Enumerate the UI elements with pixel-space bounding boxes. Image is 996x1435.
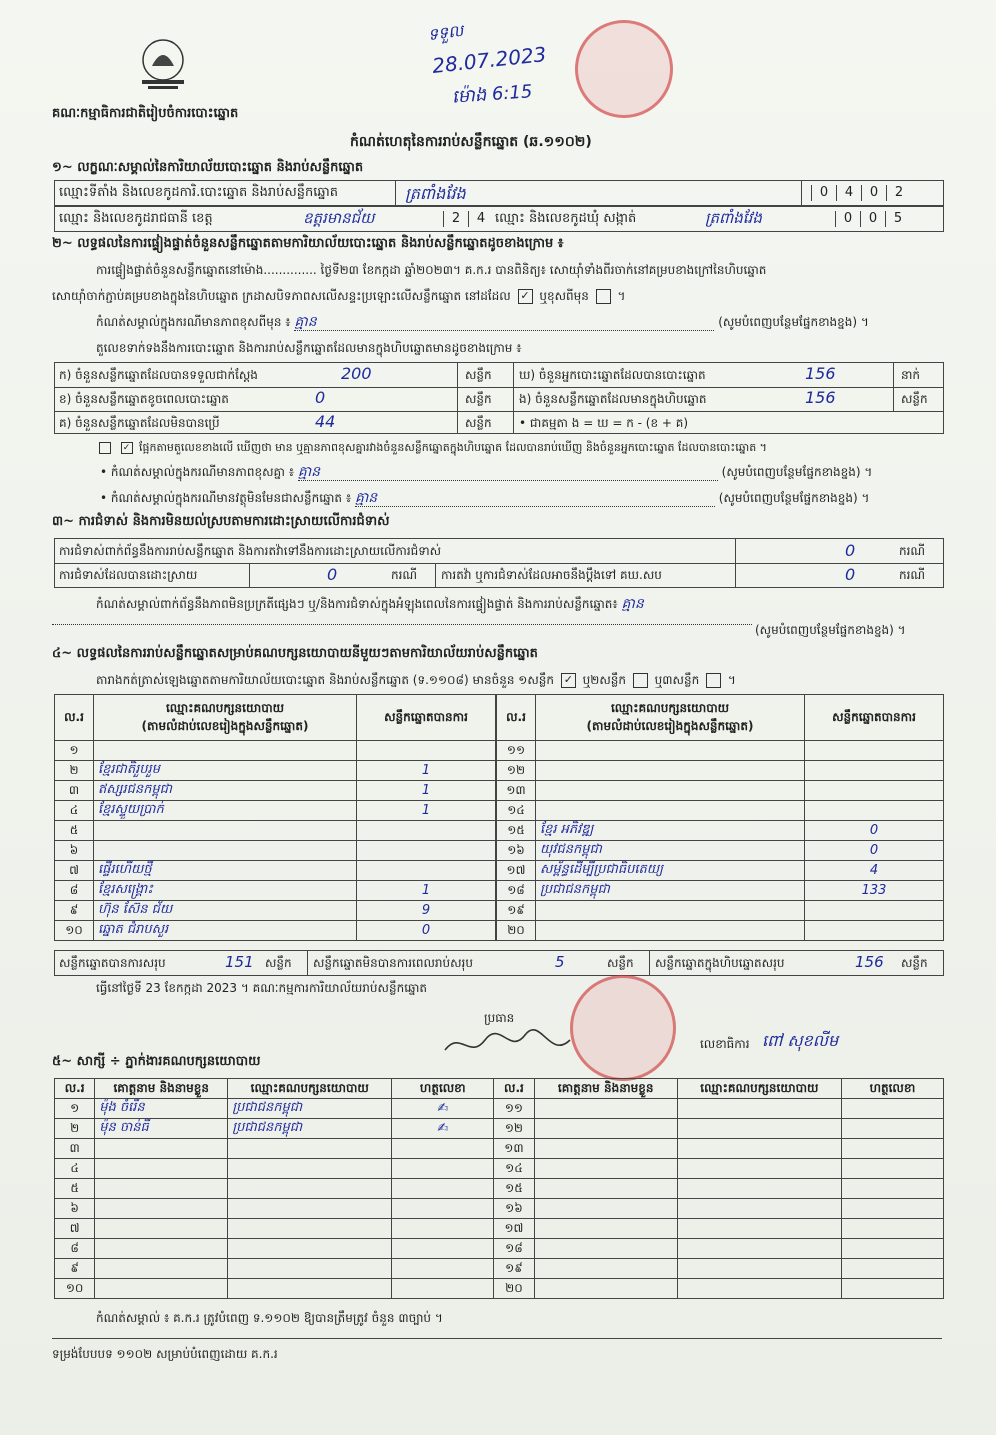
diff-exists-checkbox[interactable] xyxy=(99,442,111,454)
s4-chair-label: ប្រធាន xyxy=(484,1011,515,1025)
agent-name-right xyxy=(534,1099,677,1119)
s1-prov-code-1: 2 xyxy=(443,211,468,227)
table-row xyxy=(55,1239,944,1259)
table-row xyxy=(55,841,496,861)
table-row xyxy=(55,921,496,941)
section2-title: ២~ លទ្ធផលនៃការផ្ទៀងផ្ទាត់ចំនួនសន្លឹកឆ្នោតតាមការិយាល័យបោះឆ្នោត និងរាប់សន្លឹកឆ្នោតដូចខាងក្រោម ៖ xyxy=(52,236,564,251)
one-sheet-checkbox[interactable]: ✓ xyxy=(561,673,576,688)
s2-row-c-unit: សន្លឹក xyxy=(465,416,492,430)
s4-total-invalid-unit: សន្លឹក xyxy=(607,956,634,970)
agent-party-right xyxy=(677,1259,841,1279)
agent-party xyxy=(228,1179,392,1199)
s3-r2-label-b: ការតវ៉ា ឬការជំទាស់ដែលអាចនឹងប្តឹងទៅ គឃ.សប xyxy=(441,568,662,582)
official-stamp-bottom xyxy=(570,975,676,1081)
row-number: ១២ xyxy=(497,761,536,781)
party-name xyxy=(536,741,805,761)
agent-name-right xyxy=(534,1159,677,1179)
s2-figures-table xyxy=(54,362,944,434)
agent-signature xyxy=(392,1239,494,1259)
s2-note3-value: គ្មាន xyxy=(355,490,715,507)
s2-note2 xyxy=(100,464,872,481)
s1-code-3: 0 xyxy=(861,185,886,201)
row-number: ១០ xyxy=(55,1279,95,1299)
s5-col-sig: ហត្ថលេខា xyxy=(392,1079,494,1099)
row-number: ៩ xyxy=(55,901,94,921)
agent-party-right xyxy=(677,1179,841,1199)
table-row xyxy=(497,781,944,801)
s2-note3-label: • កំណត់សម្គាល់ក្នុងករណីមានវត្ថុមិនមែនជាសន្លឹកឆ្នោត ៖ xyxy=(100,491,352,505)
table-row xyxy=(497,881,944,901)
table-row xyxy=(55,801,496,821)
row-number: ១៣ xyxy=(497,781,536,801)
s2-row-a-value: 200 xyxy=(341,364,372,383)
agent-signature-right xyxy=(841,1259,943,1279)
s2-note2-suffix: (សូមបំពេញបន្ថែមផ្នែកខាងខ្នង) ។ xyxy=(721,465,873,479)
s5-col-no-r: ល.រ xyxy=(494,1079,534,1099)
s4-total-box-label: សន្លឹកឆ្នោតក្នុងហិបឆ្នោតសរុប xyxy=(655,956,785,970)
valid-votes xyxy=(805,921,944,941)
s2-row-e-label: ង) ចំនួនសន្លឹកឆ្នោតដែលមានក្នុងហិបឆ្នោត xyxy=(519,392,707,406)
party-name xyxy=(94,821,357,841)
s3-r2-value-b: 0 xyxy=(845,565,856,584)
valid-votes: 0 xyxy=(805,841,944,861)
s2-row-d-label: ឃ) ចំនួនអ្នកបោះឆ្នោតដែលបានបោះឆ្នោត xyxy=(519,368,706,382)
agent-signature xyxy=(392,1199,494,1219)
table-row xyxy=(497,761,944,781)
s3-note-label: កំណត់សម្គាល់ពាក់ព័ន្ធនឹងភាពមិនប្រក្រតីផ្សេងៗ ឬ/និងការជំទាស់ក្នុងអំឡុងពេលនៃការផ្ទៀងផ្ទាត់ និងការរាប់សន្លឹកឆ្នោត៖ xyxy=(96,597,618,611)
agent-name-right xyxy=(534,1239,677,1259)
s3-note-suffix: (សូមបំពេញបន្ថែមផ្នែកខាងខ្នង) ។ xyxy=(755,623,906,637)
agent-name-right xyxy=(534,1279,677,1299)
s4-total-invalid: 5 xyxy=(555,953,565,971)
party-name: ខ្មែរស្ទួយប្រាក់ xyxy=(94,801,357,821)
agent-signature-right xyxy=(841,1179,943,1199)
s2-note1-suffix: (សូមបំពេញបន្ថែមផ្នែកខាងខ្នង) ។ xyxy=(718,315,869,329)
table-row xyxy=(55,1099,944,1119)
s5-col-name: គោត្តនាម និងនាមខ្លួន xyxy=(95,1079,228,1099)
table-row xyxy=(497,841,944,861)
agent-name xyxy=(95,1219,228,1239)
table-row xyxy=(497,821,944,841)
table-row xyxy=(497,921,944,941)
s4-total-valid-unit: សន្លឹក xyxy=(265,956,292,970)
s4-secretary-label: លេខាធិការ xyxy=(700,1037,750,1051)
party-name xyxy=(536,921,805,941)
changed-checkbox[interactable] xyxy=(596,289,611,304)
form-title: កំណត់ហេតុនៃការរាប់សន្លឹកឆ្នោត (ឆ.១១០២) xyxy=(350,134,592,150)
row-number-right: ១២ xyxy=(494,1119,534,1139)
s5-col-party: ឈ្មោះគណបក្សនយោបាយ xyxy=(228,1079,392,1099)
row-number-right: ១៦ xyxy=(494,1199,534,1219)
s2-para2: សោយ៉ាំចាក់ភ្ជាប់គម្របខាងក្នុងនៃហិបឆ្នោត ក្រដាសបិទភាពសលើសន្ទះប្រឡោះលើសន្លឹកឆ្នោត នៅដដែល ✓ ឬខុសពីមុន ។ xyxy=(52,289,626,303)
s5-footnote: កំណត់សម្គាល់ ៖ គ.ក.រ ត្រូវបំពេញ ទ.១១០២ ឱ្យបានត្រឹមត្រូវ ចំនួន ៣ច្បាប់ ។ xyxy=(96,1311,443,1325)
agent-name xyxy=(95,1139,228,1159)
s3-r2-unit-b: ករណី xyxy=(899,568,926,582)
s1-code-4: 2 xyxy=(886,185,911,201)
row-number-right: ១៩ xyxy=(494,1259,534,1279)
valid-votes xyxy=(805,741,944,761)
agent-name-right xyxy=(534,1219,677,1239)
agent-name xyxy=(95,1259,228,1279)
agent-signature: ✍ xyxy=(392,1099,494,1119)
table-row xyxy=(55,861,496,881)
s2-row-b-label: ខ) ចំនួនសន្លឹកឆ្នោតខូចពេលបោះឆ្នោត xyxy=(59,392,229,406)
agent-signature-right xyxy=(841,1139,943,1159)
row-number: ១០ xyxy=(55,921,94,941)
agent-party-right xyxy=(677,1219,841,1239)
row-number: ១៧ xyxy=(497,861,536,881)
form-footer: ទម្រង់បែបបទ ១១០២ សម្រាប់បំពេញដោយ គ.ក.រ xyxy=(52,1347,278,1361)
valid-votes xyxy=(357,861,496,881)
row-number-right: ១៤ xyxy=(494,1159,534,1179)
party-name xyxy=(536,781,805,801)
table-row xyxy=(497,741,944,761)
section5-title: ៥~ សាក្សី ÷ ភ្នាក់ងារគណបក្សនយោបាយ xyxy=(52,1054,261,1069)
s4-col-party-r xyxy=(536,695,805,741)
s4-totals xyxy=(54,950,944,976)
s4-col-votes-r: សន្លឹកឆ្នោតបានការ xyxy=(805,695,944,741)
s4-total-valid-label: សន្លឹកឆ្នោតបានការសរុប xyxy=(59,956,166,970)
agent-party-right xyxy=(677,1279,841,1299)
agent-party xyxy=(228,1159,392,1179)
s2-row-c-value: 44 xyxy=(315,412,336,431)
agent-name xyxy=(95,1199,228,1219)
s1-code-1: 0 xyxy=(811,185,836,201)
row-number: ៥ xyxy=(55,1179,95,1199)
s4-col-votes: សន្លឹកឆ្នោតបានការ xyxy=(357,695,496,741)
section1-row2 xyxy=(54,206,944,232)
valid-votes xyxy=(357,741,496,761)
s1-commune-code-2: 0 xyxy=(860,211,885,227)
agent-name xyxy=(95,1279,228,1299)
s2-note2-label: • កំណត់សម្គាល់ក្នុងករណីមានភាពខុសគ្នា ៖ xyxy=(100,465,295,479)
table-row xyxy=(497,861,944,881)
s2-note3-suffix: (សូមបំពេញបន្ថែមផ្នែកខាងខ្នង) ។ xyxy=(718,491,870,505)
s4-intro: តារាងកត់ត្រាស់ឡេងឆ្នោតតាមការិយាល័យបោះឆ្នោត និងរាប់សន្លឹកឆ្នោត (ទ.១១០៨) មានចំនួន ១សន្លឹក ✓ ឬ២សន្លឹក ឬ៣សន្លឹក ។ xyxy=(96,673,736,687)
table-row xyxy=(55,1199,944,1219)
s2-changed-label: ឬខុសពីមុន xyxy=(539,289,589,303)
s1-row1-value: ត្រពាំងវែង xyxy=(405,184,466,203)
table-row xyxy=(497,901,944,921)
table-row xyxy=(55,781,496,801)
s3-r2-label: ការជំទាស់ដែលបានដោះស្រាយ xyxy=(59,568,198,582)
row-number-right: ១៧ xyxy=(494,1219,534,1239)
agent-party xyxy=(228,1139,392,1159)
s2-note3 xyxy=(100,490,869,507)
valid-votes: 0 xyxy=(357,921,496,941)
s4-date-line: ធ្វើនៅថ្ងៃទី 23 ខែកក្កដា 2023 ។ គណៈកម្មការការិយាល័យរាប់សន្លឹកឆ្នោត xyxy=(96,981,428,995)
s3-r2-value: 0 xyxy=(327,565,338,584)
unchanged-checkbox[interactable]: ✓ xyxy=(518,289,533,304)
s1-row2-label: ឈ្មោះ និងលេខកូដរាជធានី ខេត្ត xyxy=(59,211,213,226)
agent-name-right xyxy=(534,1179,677,1199)
agent-name-right xyxy=(534,1259,677,1279)
s4-col-party-sub-r: (តាមលំដាប់លេខរៀងក្នុងសន្លឹកឆ្នោត) xyxy=(586,718,754,733)
row-number: ៩ xyxy=(55,1259,95,1279)
party-name: យុវជនកម្ពុជា xyxy=(536,841,805,861)
agent-signature-right xyxy=(841,1099,943,1119)
no-diff-checkbox[interactable]: ✓ xyxy=(121,442,133,454)
agent-signature-right xyxy=(841,1199,943,1219)
agent-signature xyxy=(392,1259,494,1279)
two-sheet-checkbox[interactable] xyxy=(633,673,648,688)
table-row xyxy=(55,821,496,841)
table-row xyxy=(55,761,496,781)
valid-votes: 1 xyxy=(357,881,496,901)
receipt-time: ម៉ោង 6:15 xyxy=(451,81,533,108)
party-name: ហ៊ុន ស៊ែន ជ័យ xyxy=(94,901,357,921)
agent-party-right xyxy=(677,1239,841,1259)
agent-party: ប្រជាជនកម្ពុជា xyxy=(228,1119,392,1139)
section1-title: ១~ លក្ខណៈសម្គាល់នៃការិយាល័យបោះឆ្នោត និងរាប់សន្លឹកឆ្នោត xyxy=(52,160,364,175)
table-row xyxy=(55,901,496,921)
row-number: ១៥ xyxy=(497,821,536,841)
agent-name xyxy=(95,1239,228,1259)
agent-signature: ✍ xyxy=(392,1119,494,1139)
row-number-right: ១៣ xyxy=(494,1139,534,1159)
row-number: ២០ xyxy=(497,921,536,941)
s4-total-invalid-label: សន្លឹកឆ្នោតមិនបានការពេលរាប់សរុប xyxy=(313,956,473,970)
row-number: ៨ xyxy=(55,1239,95,1259)
s2-row-b-unit: សន្លឹក xyxy=(465,392,492,406)
table-row xyxy=(497,801,944,821)
party-name: ឥស្សរជនកម្ពុជា xyxy=(94,781,357,801)
s5-agents-table xyxy=(54,1078,944,1299)
valid-votes: 0 xyxy=(805,821,944,841)
valid-votes xyxy=(805,781,944,801)
valid-votes xyxy=(357,821,496,841)
s2-compare-text: ផ្អែកតាមតួលេខខាងលើ ឃើញថា មាន ឬគ្មានភាពខុសគ្នារវាងចំនួនសន្លឹកឆ្នោតក្នុងហិបឆ្នោត ដែលបានរាប់ឃើញ និងចំនួនអ្នកបោះឆ្នោត ដែលបានបោះឆ្នោត ។ xyxy=(139,441,767,454)
authority-name: គណៈកម្មាធិការជាតិរៀបចំការបោះឆ្នោត xyxy=(52,106,239,121)
table-row xyxy=(55,1119,944,1139)
s2-note1 xyxy=(96,314,941,331)
s3-r1-value: 0 xyxy=(845,541,856,560)
agent-signature-right xyxy=(841,1119,943,1139)
row-number: ៤ xyxy=(55,1159,95,1179)
s4-results-table-right xyxy=(496,694,944,941)
party-name xyxy=(94,741,357,761)
agent-signature-right xyxy=(841,1239,943,1259)
row-number: ៦ xyxy=(55,841,94,861)
agent-party xyxy=(228,1279,392,1299)
s4-secretary-name: ពៅ សុខលីម xyxy=(762,1031,839,1050)
party-name: ផ្ទើរហើយថ្មី xyxy=(94,861,357,881)
s3-r1-unit: ករណី xyxy=(899,544,926,558)
s2-intro2: តួលេខទាក់ទងនឹងការបោះឆ្នោត និងការរាប់សន្លឹកឆ្នោតដែលមានក្នុងហិបឆ្នោតមានដូចខាងក្រោម ៖ xyxy=(96,341,522,355)
nec-emblem xyxy=(132,36,194,94)
party-name: សម្ព័ន្ធដើម្បីប្រជាធិបតេយ្យ xyxy=(536,861,805,881)
row-number: ១១ xyxy=(497,741,536,761)
valid-votes xyxy=(805,801,944,821)
row-number: ៧ xyxy=(55,1219,95,1239)
s4-total-box-unit: សន្លឹក xyxy=(901,956,928,970)
s1-code-2: 4 xyxy=(836,185,861,201)
agent-signature-right xyxy=(841,1279,943,1299)
s2-row-d-unit: នាក់ xyxy=(901,368,921,382)
agent-party-right xyxy=(677,1199,841,1219)
row-number: ១៨ xyxy=(497,881,536,901)
row-number: ៦ xyxy=(55,1199,95,1219)
party-name: ខ្មែរជាតិរួបរួម xyxy=(94,761,357,781)
agent-name-right xyxy=(534,1139,677,1159)
s4-results-table-left xyxy=(54,694,496,941)
s2-note1-label: កំណត់សម្គាល់ក្នុងករណីមានភាពខុសពីមុន ៖ xyxy=(96,315,291,329)
row-number: ៣ xyxy=(55,781,94,801)
agent-party-right xyxy=(677,1159,841,1179)
agent-party xyxy=(228,1199,392,1219)
agent-signature xyxy=(392,1279,494,1299)
party-name xyxy=(536,901,805,921)
s1-row1-label: ឈ្មោះទីតាំង និងលេខកូដការិ.បោះឆ្នោត និងរាប់សន្លឹកឆ្នោត xyxy=(59,185,338,200)
s4-opt2: ឬ២សន្លឹក xyxy=(582,673,627,687)
agent-signature xyxy=(392,1219,494,1239)
s4-col-party-label-r: ឈ្មោះគណបក្សនយោបាយ xyxy=(610,700,730,715)
row-number: ៧ xyxy=(55,861,94,881)
s5-col-name-r: គោត្តនាម និងនាមខ្លួន xyxy=(534,1079,677,1099)
row-number: ១៩ xyxy=(497,901,536,921)
row-number-right: ២០ xyxy=(494,1279,534,1299)
s3-r1-label: ការជំទាស់ពាក់ព័ន្ធនឹងការរាប់សន្លឹកឆ្នោត និងការតវ៉ាទៅនឹងការដោះស្រាយលើការជំទាស់ xyxy=(59,544,442,558)
s4-col-party-label: ឈ្មោះគណបក្សនយោបាយ xyxy=(165,700,285,715)
s1-commune-code-1: 0 xyxy=(835,211,860,227)
row-number-right: ១១ xyxy=(494,1099,534,1119)
s4-total-valid: 151 xyxy=(225,953,254,971)
official-stamp-top xyxy=(575,20,673,118)
table-row xyxy=(55,1159,944,1179)
table-row xyxy=(55,1259,944,1279)
row-number: ៤ xyxy=(55,801,94,821)
chair-signature xyxy=(440,1020,580,1070)
valid-votes: 1 xyxy=(357,761,496,781)
agent-signature xyxy=(392,1139,494,1159)
table-row xyxy=(55,1279,944,1299)
valid-votes: 4 xyxy=(805,861,944,881)
agent-party xyxy=(228,1259,392,1279)
row-number: ១ xyxy=(55,1099,95,1119)
party-name xyxy=(536,801,805,821)
s2-note2-value: គ្មាន xyxy=(298,464,718,481)
party-name xyxy=(536,761,805,781)
s1-row2-label-b: ឈ្មោះ និងលេខកូដឃុំ សង្កាត់ xyxy=(495,211,637,226)
valid-votes xyxy=(357,841,496,861)
table-row xyxy=(55,1219,944,1239)
agent-signature-right xyxy=(841,1219,943,1239)
agent-name-right xyxy=(534,1119,677,1139)
table-row xyxy=(55,1139,944,1159)
s4-total-box: 156 xyxy=(855,953,884,971)
row-number: ២ xyxy=(55,1119,95,1139)
party-name xyxy=(94,841,357,861)
valid-votes xyxy=(805,901,944,921)
s2-compare xyxy=(96,440,767,456)
agent-name-right xyxy=(534,1199,677,1219)
agent-signature xyxy=(392,1179,494,1199)
s5-col-party-r: ឈ្មោះគណបក្សនយោបាយ xyxy=(677,1079,841,1099)
valid-votes: 1 xyxy=(357,801,496,821)
row-number: ៣ xyxy=(55,1139,95,1159)
section1-row1 xyxy=(54,180,944,206)
s2-row-d-value: 156 xyxy=(805,364,836,383)
agent-name: ម៉ុង ចំរើន xyxy=(95,1099,228,1119)
s4-col-no: ល.រ xyxy=(55,695,94,741)
party-name: ខ្មែរសង្គ្រោះ xyxy=(94,881,357,901)
row-number: ២ xyxy=(55,761,94,781)
s2-row-a-label: ក) ចំនួនសន្លឹកឆ្នោតដែលបានទទួលជាក់ស្តែង xyxy=(59,368,258,382)
agent-party xyxy=(228,1219,392,1239)
agent-signature-right xyxy=(841,1159,943,1179)
receipt-date: 28.07.2023 xyxy=(431,42,548,78)
s2-row-e-value: 156 xyxy=(805,388,836,407)
section4-title: ៤~ លទ្ធផលនៃការរាប់សន្លឹកឆ្នោតសម្រាប់គណបក្សនយោបាយនីមួយៗតាមការិយាល័យរាប់សន្លឹកឆ្នោត xyxy=(52,646,538,661)
s5-col-sig-r: ហត្ថលេខា xyxy=(841,1079,943,1099)
row-number: ១៤ xyxy=(497,801,536,821)
s4-intro-text: តារាងកត់ត្រាស់ឡេងឆ្នោតតាមការិយាល័យបោះឆ្នោត និងរាប់សន្លឹកឆ្នោត (ទ.១១០៨) មានចំនួន ១សន្លឹក xyxy=(96,673,554,687)
s3-r2-unit: ករណី xyxy=(391,568,418,582)
row-number: ៨ xyxy=(55,881,94,901)
agent-name xyxy=(95,1179,228,1199)
s4-col-no-r: ល.រ xyxy=(497,695,536,741)
table-row xyxy=(55,1179,944,1199)
party-name: ប្រជាជនកម្ពុជា xyxy=(536,881,805,901)
table-row xyxy=(55,741,496,761)
valid-votes: 133 xyxy=(805,881,944,901)
agent-name xyxy=(95,1159,228,1179)
agent-party-right xyxy=(677,1099,841,1119)
section3-title: ៣~ ការជំទាស់ និងការមិនយល់ស្របតាមការដោះស្រាយលើការជំទាស់ xyxy=(52,514,390,529)
s2-para1: ការផ្ទៀងផ្ទាត់ចំនួនសន្លឹកឆ្នោតនៅម៉ោង.............. ថ្ងៃទី២៣ ខែកក្កដា ឆ្នាំ២០២៣។ គ.ក.រ បានពិនិត្យ៖ សោយ៉ាំទាំងពីរចាក់នៅគម្របខាងក្រៅនៃហិបឆ្នោត xyxy=(96,263,767,277)
s4-col-party-sub: (តាមលំដាប់លេខរៀងក្នុងសន្លឹកឆ្នោត) xyxy=(141,718,309,733)
s2-row-a-unit: សន្លឹក xyxy=(465,368,492,382)
agent-party xyxy=(228,1239,392,1259)
agent-signature xyxy=(392,1159,494,1179)
valid-votes: 9 xyxy=(357,901,496,921)
s1-prov-code-2: 4 xyxy=(468,211,493,227)
agent-party-right xyxy=(677,1139,841,1159)
s3-note xyxy=(96,596,644,612)
s2-note1-value: គ្មាន xyxy=(294,314,714,331)
s2-para2-text: សោយ៉ាំចាក់ភ្ជាប់គម្របខាងក្នុងនៃហិបឆ្នោត ក្រដាសបិទភាពសលើសន្ទះប្រឡោះលើសន្លឹកឆ្នោត នៅដដែល xyxy=(52,289,511,303)
party-name: ខ្មែរ អភិវឌ្ឍ xyxy=(536,821,805,841)
s3-note-value: គ្មាន xyxy=(621,596,644,612)
s2-row-e-unit: សន្លឹក xyxy=(901,392,928,406)
three-sheet-checkbox[interactable] xyxy=(706,673,721,688)
s1-commune-code-3: 5 xyxy=(885,211,910,227)
agent-name: ម៉ុន ចាន់ធី xyxy=(95,1119,228,1139)
row-number: ១ xyxy=(55,741,94,761)
row-number-right: ១៥ xyxy=(494,1179,534,1199)
s2-row-c-label: គ) ចំនួនសន្លឹកឆ្នោតដែលមិនបានប្រើ xyxy=(59,416,220,430)
row-number: ៥ xyxy=(55,821,94,841)
receipt-signature: ទទួល xyxy=(426,20,465,45)
s3-table xyxy=(54,538,944,588)
s4-col-party xyxy=(94,695,357,741)
s4-opt3: ឬ៣សន្លឹក xyxy=(654,673,700,687)
agent-party-right xyxy=(677,1119,841,1139)
valid-votes: 1 xyxy=(357,781,496,801)
s1-row2-value-b: ត្រពាំងវែង xyxy=(705,209,762,227)
s5-col-no: ល.រ xyxy=(55,1079,95,1099)
valid-votes xyxy=(805,761,944,781)
agent-party: ប្រជាជនកម្ពុជា xyxy=(228,1099,392,1119)
row-number: ១៦ xyxy=(497,841,536,861)
row-number-right: ១៨ xyxy=(494,1239,534,1259)
s1-row2-value: ឧត្តរមានជ័យ xyxy=(303,209,375,227)
table-row xyxy=(55,881,496,901)
s2-row-b-value: 0 xyxy=(315,388,326,407)
s2-formula: • ជាគម្មតា ង = ឃ = ក - (ខ + គ) xyxy=(519,416,689,430)
party-name: ឆ្នោត ជំរាបសួរ xyxy=(94,921,357,941)
